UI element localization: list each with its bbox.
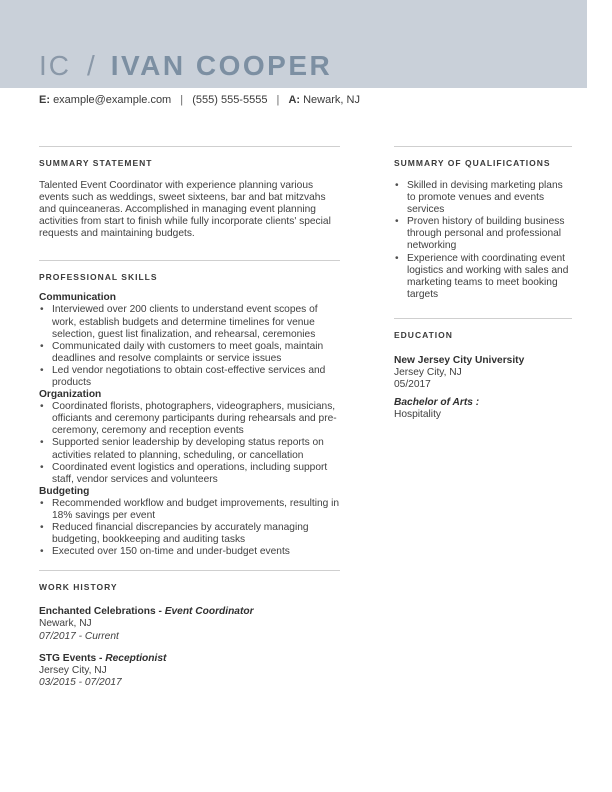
left-column xyxy=(39,146,340,699)
job-entry xyxy=(39,606,340,643)
address-label: A: xyxy=(288,94,301,106)
email-value: example@example.com xyxy=(53,94,172,106)
job-title-line xyxy=(39,606,340,618)
education-title: EDUCATION xyxy=(394,329,453,340)
qualifications-title: SUMMARY OF QUALIFICATIONS xyxy=(394,158,551,168)
qualifications-section xyxy=(394,146,572,301)
summary-section xyxy=(39,146,340,240)
qualifications-list xyxy=(394,180,572,301)
list-item: • Interviewed over 200 clients to understand event scopes of work, establish budgets and determine timelines for venue selection, guest list finalization, and rehearsal, ceremonies xyxy=(39,304,340,340)
skill-group-name: Budgeting xyxy=(39,485,90,497)
skill-group-name: Communication xyxy=(39,292,116,304)
list-item: • Supported senior leadership by developing status reports on activities related to planning, scheduling, or cancellation xyxy=(39,437,340,461)
job-company: STG Events xyxy=(39,652,97,664)
address-value: Newark, NJ xyxy=(303,94,360,106)
section-divider xyxy=(394,146,572,147)
job-dash: - xyxy=(155,606,165,618)
section-divider xyxy=(39,260,340,261)
skill-list xyxy=(39,498,340,558)
skill-list xyxy=(39,401,340,486)
skill-list xyxy=(39,304,340,389)
list-item: • Proven history of building business through personal and professional networking xyxy=(394,216,572,252)
job-title-line xyxy=(39,653,340,665)
name-full: IVAN COOPER xyxy=(110,50,333,81)
name-slash: / xyxy=(87,50,97,81)
list-item: • Communicated daily with customers to meet goals, maintain deadlines and resolve complaints or service issues xyxy=(39,341,340,365)
job-entry xyxy=(39,653,340,690)
list-item: • Skilled in devising marketing plans to promote venues and events services xyxy=(394,180,572,216)
list-item: • Recommended workflow and budget improvements, resulting in 18% savings per event xyxy=(39,498,340,522)
section-divider xyxy=(39,146,340,147)
list-item: • Coordinated event logistics and operations, including support staff, vendor services and volunteers xyxy=(39,462,340,486)
education-degree: Bachelor of Arts : xyxy=(394,396,480,408)
job-location: Newark, NJ xyxy=(39,618,92,630)
list-item: • Reduced financial discrepancies by accurately managing budgeting, bookkeeping and auditing tasks xyxy=(39,522,340,546)
work-section xyxy=(39,570,340,689)
education-field: Hospitality xyxy=(394,408,441,420)
list-item: • Experience with coordinating event logistics and working with sales and marketing teams to meet booking targets xyxy=(394,253,572,301)
summary-text: Talented Event Coordinator with experience planning various events such as weddings, sweet sixteens, bar and bat mitzvahs and quinceaneras. Accomplished in managing event planning activities from start to finish while fully incorporate clients' special requests and maintaining budgets. xyxy=(39,180,331,240)
education-school: New Jersey City University xyxy=(394,354,525,366)
list-item: • Led vendor negotiations to obtain cost-effective services and products xyxy=(39,365,340,389)
education-date: 05/2017 xyxy=(394,379,431,391)
work-title: WORK HISTORY xyxy=(39,582,118,593)
job-company: Enchanted Celebrations xyxy=(39,606,156,618)
email-label: E: xyxy=(39,94,50,106)
job-dash: - xyxy=(96,652,106,664)
contact-separator: | xyxy=(180,94,184,106)
education-location: Jersey City, NJ xyxy=(394,367,462,379)
job-dates: 07/2017 - Current xyxy=(39,630,119,642)
list-item: • Coordinated florists, photographers, videographers, musicians, officiants and ceremony participants during rehearsals and pre-ceremony, ceremony and reception events xyxy=(39,401,340,437)
summary-title: SUMMARY STATEMENT xyxy=(39,158,153,168)
contact-separator: | xyxy=(276,94,280,106)
section-divider xyxy=(394,318,572,319)
right-column xyxy=(394,146,572,421)
list-item: • Executed over 150 on-time and under-budget events xyxy=(39,546,340,558)
candidate-name xyxy=(39,50,332,82)
education-section xyxy=(394,318,572,421)
skill-group-name: Organization xyxy=(39,389,102,401)
job-location: Jersey City, NJ xyxy=(39,665,107,677)
contact-line xyxy=(39,94,360,106)
job-role: Receptionist xyxy=(105,652,167,664)
skills-title: PROFESSIONAL SKILLS xyxy=(39,272,158,283)
section-divider xyxy=(39,570,340,571)
job-dates: 03/2015 - 07/2017 xyxy=(39,677,122,689)
name-initials: IC xyxy=(39,50,71,81)
skills-section xyxy=(39,260,340,558)
phone-value: (555) 555-5555 xyxy=(192,94,268,106)
job-role: Event Coordinator xyxy=(164,606,254,618)
